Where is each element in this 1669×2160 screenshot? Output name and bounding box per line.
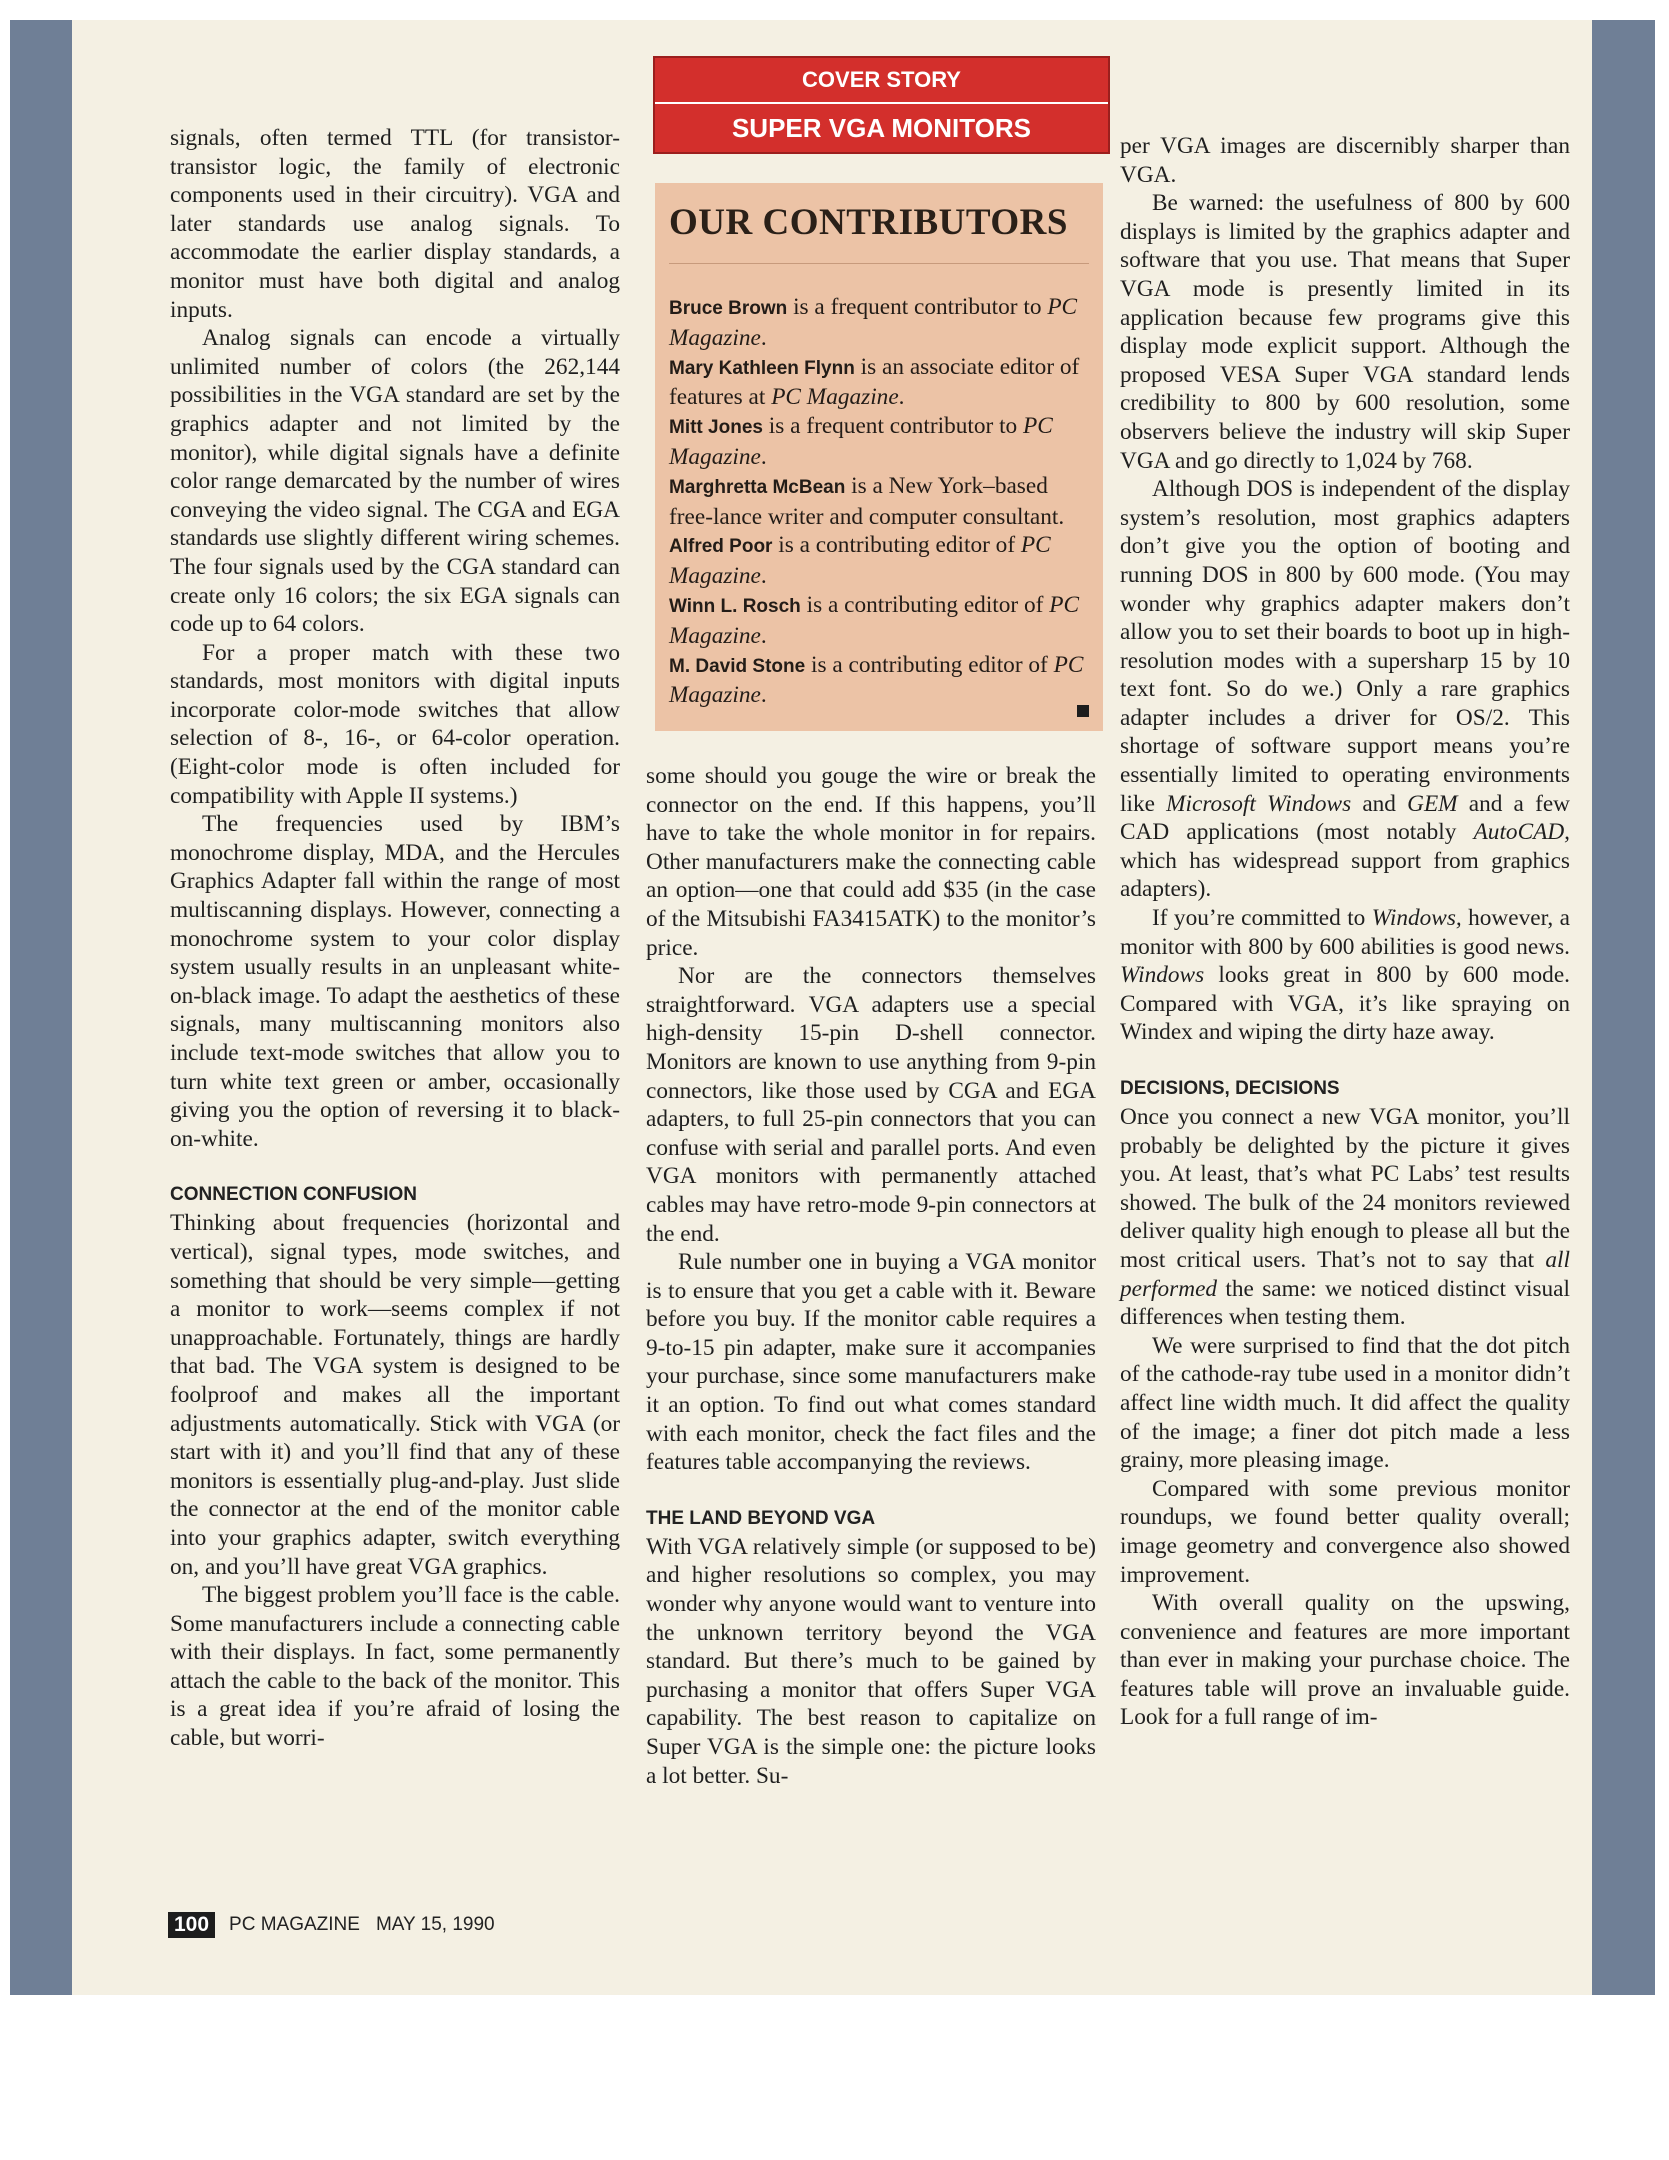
section-banner [653,56,1110,154]
text-run: which has widespread support from graphics adapters). [1120,847,1570,903]
body-paragraph: Analog signals can encode a virtually unlimited number of colors (the 262,144 possibilities in the VGA standard are set by the graphics adapter and not limited by the monitor), while digital signals have a definite color range demarcated by the number of wires conveying the video signal. The CGA and EGA standards use slightly different wiring schemes. The four signals used by the CGA standard can create only 16 colors; the six EGA signals can code up to 64 colors. [170,325,620,638]
contributor-desc: is a contributing editor of [772,532,1021,559]
text-italic: AutoCAD, [1473,819,1570,846]
text-italic: Windows [1120,962,1205,989]
text-run: and a few CAD applications (most notably [1120,790,1570,846]
magazine-page [72,20,1592,1995]
text-run: Although DOS is independent of the display system’s resolution, most graphics adapters don’t give you the option of booting and running DOS in 800 by 600 mode. (You may wonder why graphics adapter makers don’t allow you to set their boards to boot up in high-resolution modes with a supersharp 15 by 10 text font. So do we.) Only a rare graphics adapter includes a driver for OS/2. This shortage of software support means you’re essentially limited to operating environments like [1120,476,1570,817]
text-run: the same: we noticed distinct visual differences when testing them. [1120,1275,1570,1331]
body-paragraph: some should you gouge the wire or break the connector on the end. If this happens, you’ll have to take the whole monitor in for repairs. Other manufacturers make the connecting cable an option—one that could add $35 (in the case of the Mitsubishi FA3415ATK) to the monitor’s price. [646,763,1096,961]
column-left [170,124,620,1753]
body-paragraph: Compared with some previous monitor roundups, we found better quality overall; image geometry and convergence also showed improvement. [1120,1475,1570,1588]
body-paragraph: The biggest problem you’ll face is the cable. Some manufacturers include a connecting cable with their displays. In fact, some permanently attach the cable to the back of the monitor. This is a great idea if you’re afraid of losing the cable, but worri- [170,1582,620,1752]
text-italic: all performed [1120,1246,1570,1302]
body-paragraph: Rule number one in buying a VGA monitor is to ensure that you get a cable with it. Beware before you buy. If the monitor cable requires a 9-to-15 pin adapter, make sure it accompanies your purchase, since some manufacturers make it an option. To find out what comes standard with each monitor, check the fact files and the features table accompanying the reviews. [646,1249,1096,1476]
body-paragraph: The frequencies used by IBM’s monochrome display, MDA, and the Hercules Graphics Adapter fall within the range of most multiscanning displays. However, connecting a monochrome system to your color display system usually results in an unpleasant white-on-black image. To adapt the aesthetics of these signals, many multiscanning monitors also include text-mode switches that allow you to turn white text green or amber, occasionally giving you the option of reversing it to black-on-white. [170,811,620,1152]
column-middle [646,762,1096,1790]
text-italic: GEM [1407,790,1458,817]
text-italic: Microsoft Windows [1166,790,1352,817]
contributor-entry [669,651,1089,711]
body-paragraph: With overall quality on the upswing, convenience and features are more important than ever in making your purchase choice. The features table will prove an invaluable guide. Look for a full range of im- [1120,1590,1570,1731]
contributor-name: Marghretta McBean [669,476,846,498]
contributor-name: M. David Stone [669,655,806,677]
column-right [1120,132,1570,1732]
body-paragraph [1120,475,1570,904]
text-run: If you’re committed to [1152,905,1372,932]
contributor-desc-end: . [760,324,767,351]
contributor-entry [669,531,1089,591]
contributor-desc: is an associate editor of features at [669,353,1080,411]
contributor-name: Bruce Brown [669,298,788,319]
contributor-mag: PC Magazine [669,591,1080,649]
page-number: 100 [168,1912,215,1938]
text-italic: Windows, [1371,905,1462,932]
contributors-box [655,183,1103,731]
contributors-divider [669,263,1089,264]
body-paragraph: signals, often termed TTL (for transistor-transistor logic, the family of electronic components used in their circuitry). VGA and later standards use analog signals. To accommodate the earlier display standards, a monitor must have both digital and analog inputs. [170,125,620,323]
contributor-desc-end: . [760,622,767,649]
contributor-name: Mary Kathleen Flynn [669,357,855,379]
magazine-name: PC MAGAZINE [229,1914,360,1935]
body-paragraph: Be warned: the usefulness of 800 by 600 displays is limited by the graphics adapter and software that you use. That means that Super VGA mode is presently limited in its application because few programs give this display mode explicit support. Although the proposed VESA Super VGA standard lends credibility to 800 by 600 resolution, some observers believe the industry will skip Super VGA and go directly to 1,024 by 768. [1120,190,1570,474]
contributors-title: OUR CONTRIBUTORS [669,202,1068,243]
contributor-name: Mitt Jones [669,417,763,439]
issue-date: MAY 15, 1990 [375,1914,495,1935]
contributor-entry [669,472,1089,532]
banner-section-title: SUPER VGA MONITORS [731,113,1032,143]
body-paragraph [1120,904,1570,1047]
contributor-desc: is a contributing editor of [805,651,1054,678]
text-run: Once you connect a new VGA monitor, you’ll probably be delighted by the picture it gives you. At least, that’s what PC Labs’ test results showed. The bulk of the 24 monitors reviewed deliver quality high enough to please all but the most critical users. That’s not to say that [1120,1104,1570,1273]
contributor-desc-end: . [760,682,767,709]
body-paragraph: Thinking about frequencies (horizontal and vertical), signal types, mode switches, and something that should be very simple—getting a monitor to work—seems complex if not unapproachable. Fortunately, things are hardly that bad. The VGA system is designed to be foolproof and makes all the important adjustments automatically. Stick with VGA (or start with it) and you’ll find that any of these monitors is essentially plug-and-play. Just slide the connector at the end of the monitor cable into your graphics adapter, switch everything on, and you’ll have great VGA graphics. [170,1210,620,1580]
contributor-entry [669,412,1089,472]
subheading-decisions: DECISIONS, DECISIONS [1120,1078,1340,1099]
contributor-name: Winn L. Rosch [669,595,801,617]
contributor-mag: PC Magazine [669,651,1084,709]
contributor-name: Alfred Poor [669,536,773,558]
text-run: looks great in 800 by 600 mode. Compared with VGA, it’s like spraying on Windex and wiping the dirty haze away. [1120,962,1570,1046]
contributor-desc: is a New York–based free-lance writer and computer consultant. [669,472,1065,530]
body-paragraph: per VGA images are discernibly sharper than VGA. [1120,133,1570,188]
contributor-mag: PC Magazine [669,532,1051,590]
contributor-mag: PC Magazine [771,384,899,411]
contributor-desc-end: . [760,443,767,470]
contributor-desc-end: . [898,384,905,411]
body-paragraph: For a proper match with these two standards, most monitors with digital inputs incorporate color-mode switches that allow selection of 8-, 16-, or 64-color operation. (Eight-color mode is often included for compatibility with Apple II systems.) [170,639,620,809]
contributor-entry [669,353,1089,413]
page-footer [168,1912,495,1938]
contributor-entry [669,591,1089,651]
contributor-desc: is a frequent contributor to [762,413,1024,440]
body-paragraph: We were surprised to find that the dot pitch of the cathode-ray tube used in a monitor didn’t affect line width much. It did affect the quality of the image; a finer dot pitch made a less grainy, more pleasing image. [1120,1332,1570,1474]
contributors-list [669,293,1089,710]
end-mark-icon [1077,705,1089,717]
contributor-desc-end: . [760,563,767,590]
contributor-entry [669,293,1089,353]
text-run: and [1351,790,1408,817]
banner-kicker: COVER STORY [655,58,1108,104]
body-paragraph: Nor are the connectors themselves straightforward. VGA adapters use a special high-density 15-pin D-shell connector. Monitors are known to use anything from 9-pin connectors, like those used by CGA and EGA adapters, to full 25-pin connectors that you can confuse with serial and parallel ports. And even VGA monitors with permanently attached cables may have retro-mode 9-pin connectors at the end. [646,963,1096,1247]
subheading-connection-confusion: CONNECTION CONFUSION [170,1184,417,1206]
body-paragraph: With VGA relatively simple (or supposed to be) and higher resolutions so complex, you may wonder why anyone would want to venture into the unknown territory beyond the VGA standard. But there’s much to be gained by purchasing a monitor that offers Super VGA capability. The best reason to capitalize on Super VGA is the simple one: the picture looks a lot better. Su- [646,1533,1096,1789]
contributor-desc: is a frequent contributor to [787,294,1048,320]
text-run: however, a monitor with 800 by 600 abilities is good news. [1120,905,1570,960]
body-paragraph [1120,1103,1570,1332]
subheading-land-beyond-vga: THE LAND BEYOND VGA [646,1507,876,1529]
contributor-mag: PC Magazine [669,413,1053,470]
contributor-desc: is a contributing editor of [800,591,1050,618]
contributor-mag: PC Magazine [669,294,1078,351]
